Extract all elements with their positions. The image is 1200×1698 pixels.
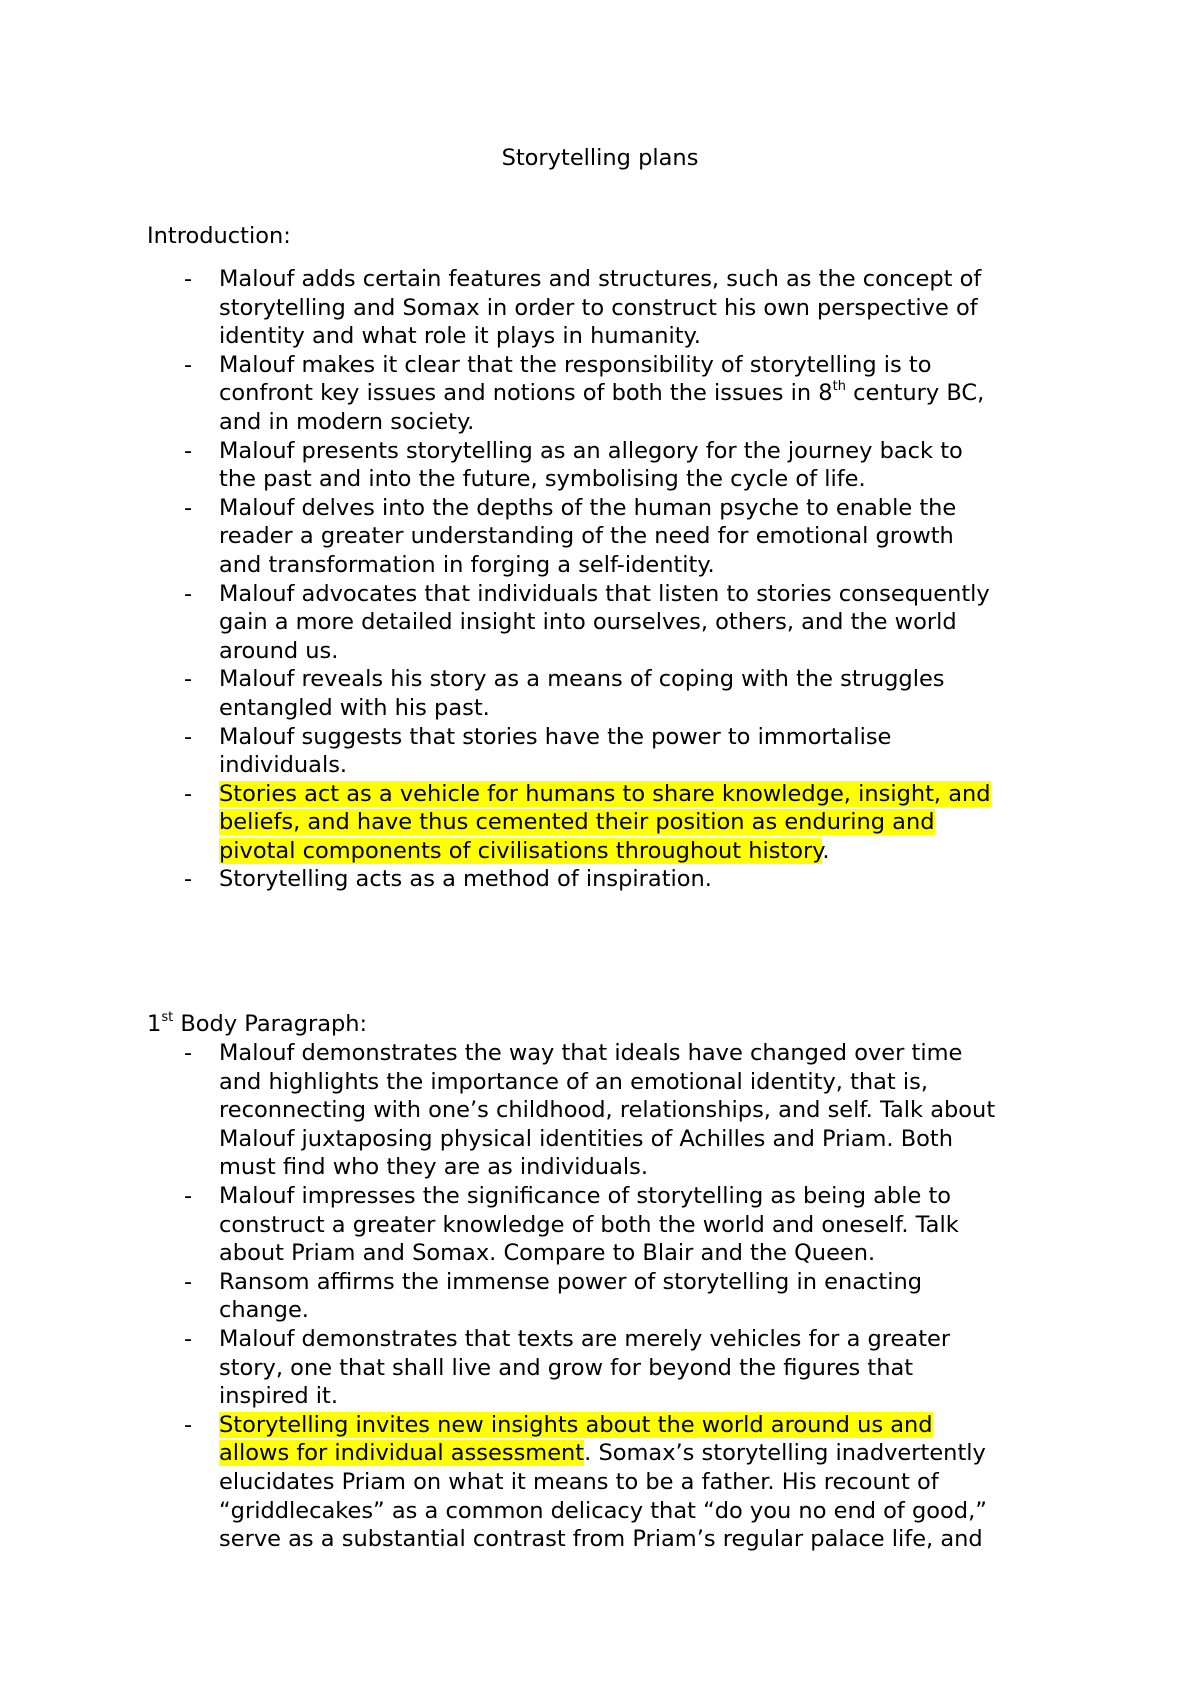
list-item bbox=[0, 1325, 1200, 1411]
text-line bbox=[219, 1411, 1069, 1440]
bullet-dash: - bbox=[184, 580, 193, 607]
list-item-text bbox=[219, 437, 1069, 494]
text-line: individuals. bbox=[219, 752, 348, 779]
list-item-text bbox=[219, 723, 1069, 780]
list-item bbox=[0, 1039, 1200, 1182]
text-line: the past and into the future, symbolising the cycle of life. bbox=[219, 466, 866, 493]
list-item bbox=[0, 580, 1200, 666]
text-line: Storytelling acts as a method of inspiration. bbox=[219, 866, 712, 893]
bullet-dash: - bbox=[184, 266, 193, 292]
heading-number: 1 bbox=[147, 1011, 162, 1037]
list-item bbox=[0, 865, 1200, 894]
list-item bbox=[0, 1182, 1200, 1268]
list-item bbox=[0, 437, 1200, 494]
text-line: reconnecting with one’s childhood, relationships, and self. Talk about bbox=[219, 1097, 996, 1124]
text-run: confront key issues and notions of both the issues in 8 bbox=[219, 380, 833, 407]
text-line bbox=[219, 837, 1069, 866]
list-item-text bbox=[219, 780, 1069, 866]
text-line: Malouf suggests that stories have the power to immortalise bbox=[219, 723, 892, 750]
introduction-list bbox=[0, 265, 1200, 894]
bullet-dash: - bbox=[184, 780, 193, 807]
text-line: Malouf impresses the significance of storytelling as being able to bbox=[219, 1182, 952, 1209]
list-item-text bbox=[219, 1325, 1069, 1411]
text-line: reader a greater understanding of the need for emotional growth bbox=[219, 523, 954, 550]
text-line: about Priam and Somax. Compare to Blair and the Queen. bbox=[219, 1240, 876, 1267]
bullet-dash: - bbox=[184, 1268, 193, 1295]
body-paragraph-heading bbox=[147, 1010, 367, 1039]
list-item bbox=[0, 351, 1200, 437]
list-item-text bbox=[219, 1039, 1069, 1182]
text-line bbox=[219, 379, 1069, 408]
text-line: Malouf delves into the depths of the human psyche to enable the bbox=[219, 494, 957, 521]
list-item bbox=[0, 265, 1200, 351]
body-paragraph-list bbox=[0, 1039, 1200, 1554]
text-line bbox=[219, 780, 1069, 809]
text-line: Malouf adds certain features and structures, such as the concept of bbox=[219, 266, 982, 292]
highlighted-text: Stories act as a vehicle for humans to share knowledge, insight, and bbox=[219, 780, 991, 807]
text-line: Malouf presents storytelling as an allegory for the journey back to bbox=[219, 437, 963, 464]
list-item-text bbox=[219, 1411, 1069, 1554]
list-item bbox=[0, 665, 1200, 722]
list-item-text bbox=[219, 265, 1069, 351]
bullet-dash: - bbox=[184, 723, 193, 750]
list-item-highlighted bbox=[0, 780, 1200, 866]
text-line: entangled with his past. bbox=[219, 694, 490, 721]
bullet-dash: - bbox=[184, 1182, 193, 1209]
text-line: “griddlecakes” as a common delicacy that “do you no end of good,” bbox=[219, 1497, 987, 1524]
bullet-dash: - bbox=[184, 1325, 193, 1352]
text-run: . Somax’s storytelling inadvertently bbox=[584, 1440, 986, 1467]
highlighted-text: pivotal components of civilisations throughout history bbox=[219, 837, 823, 864]
text-line: and transformation in forging a self-identity. bbox=[219, 551, 715, 578]
text-run: century BC, bbox=[845, 380, 985, 407]
introduction-heading: Introduction: bbox=[147, 223, 291, 249]
list-item bbox=[0, 723, 1200, 780]
bullet-dash: - bbox=[184, 1040, 193, 1066]
text-line: around us. bbox=[219, 637, 339, 664]
list-item-text bbox=[219, 1268, 1069, 1325]
heading-text: Body Paragraph: bbox=[173, 1011, 368, 1037]
text-run: . bbox=[822, 837, 830, 864]
highlighted-text: beliefs, and have thus cemented their position as enduring and bbox=[219, 809, 935, 836]
text-line: Malouf makes it clear that the responsibility of storytelling is to bbox=[219, 351, 932, 378]
list-item-highlighted bbox=[0, 1411, 1200, 1554]
text-line: serve as a substantial contrast from Priam’s regular palace life, and bbox=[219, 1526, 983, 1553]
text-line: Malouf juxtaposing physical identities of Achilles and Priam. Both bbox=[219, 1125, 953, 1152]
text-line: elucidates Priam on what it means to be a father. His recount of bbox=[219, 1468, 939, 1495]
list-item-text bbox=[219, 1182, 1069, 1268]
bullet-dash: - bbox=[184, 351, 193, 378]
text-line bbox=[219, 1439, 1069, 1468]
list-item-text bbox=[219, 580, 1069, 666]
list-item-text bbox=[219, 494, 1069, 580]
list-item bbox=[0, 494, 1200, 580]
text-line: Malouf reveals his story as a means of coping with the struggles bbox=[219, 666, 945, 693]
bullet-dash: - bbox=[184, 494, 193, 521]
bullet-dash: - bbox=[184, 437, 193, 464]
text-line: gain a more detailed insight into ourselves, others, and the world bbox=[219, 609, 957, 636]
text-line: change. bbox=[219, 1297, 309, 1324]
superscript: th bbox=[832, 378, 846, 394]
page-title: Storytelling plans bbox=[501, 145, 699, 171]
text-line: storytelling and Somax in order to construct his own perspective of bbox=[219, 294, 978, 321]
text-line: and in modern society. bbox=[219, 408, 475, 435]
bullet-dash: - bbox=[184, 866, 193, 893]
list-item bbox=[0, 1268, 1200, 1325]
bullet-dash: - bbox=[184, 666, 193, 693]
text-line bbox=[219, 808, 1069, 837]
highlighted-text: allows for individual assessment bbox=[219, 1440, 585, 1467]
text-line: Malouf demonstrates that texts are merely vehicles for a greater bbox=[219, 1325, 951, 1352]
text-line: inspired it. bbox=[219, 1383, 339, 1410]
text-line: identity and what role it plays in humanity. bbox=[219, 323, 701, 350]
bullet-dash: - bbox=[184, 1411, 193, 1438]
text-line: construct a greater knowledge of both the world and oneself. Talk bbox=[219, 1211, 959, 1238]
heading-superscript: st bbox=[161, 1009, 174, 1025]
list-item-text bbox=[219, 865, 1069, 894]
list-item-text bbox=[219, 665, 1069, 722]
text-line: Ransom affirms the immense power of storytelling in enacting bbox=[219, 1268, 922, 1295]
text-line: Malouf advocates that individuals that listen to stories consequently bbox=[219, 580, 990, 607]
text-line: story, one that shall live and grow for beyond the figures that bbox=[219, 1354, 914, 1381]
text-line: and highlights the importance of an emotional identity, that is, bbox=[219, 1068, 929, 1095]
text-line: Malouf demonstrates the way that ideals have changed over time bbox=[219, 1040, 963, 1066]
list-item-text bbox=[219, 351, 1069, 437]
text-line: must find who they are as individuals. bbox=[219, 1154, 648, 1181]
highlighted-text: Storytelling invites new insights about the world around us and bbox=[219, 1411, 933, 1438]
